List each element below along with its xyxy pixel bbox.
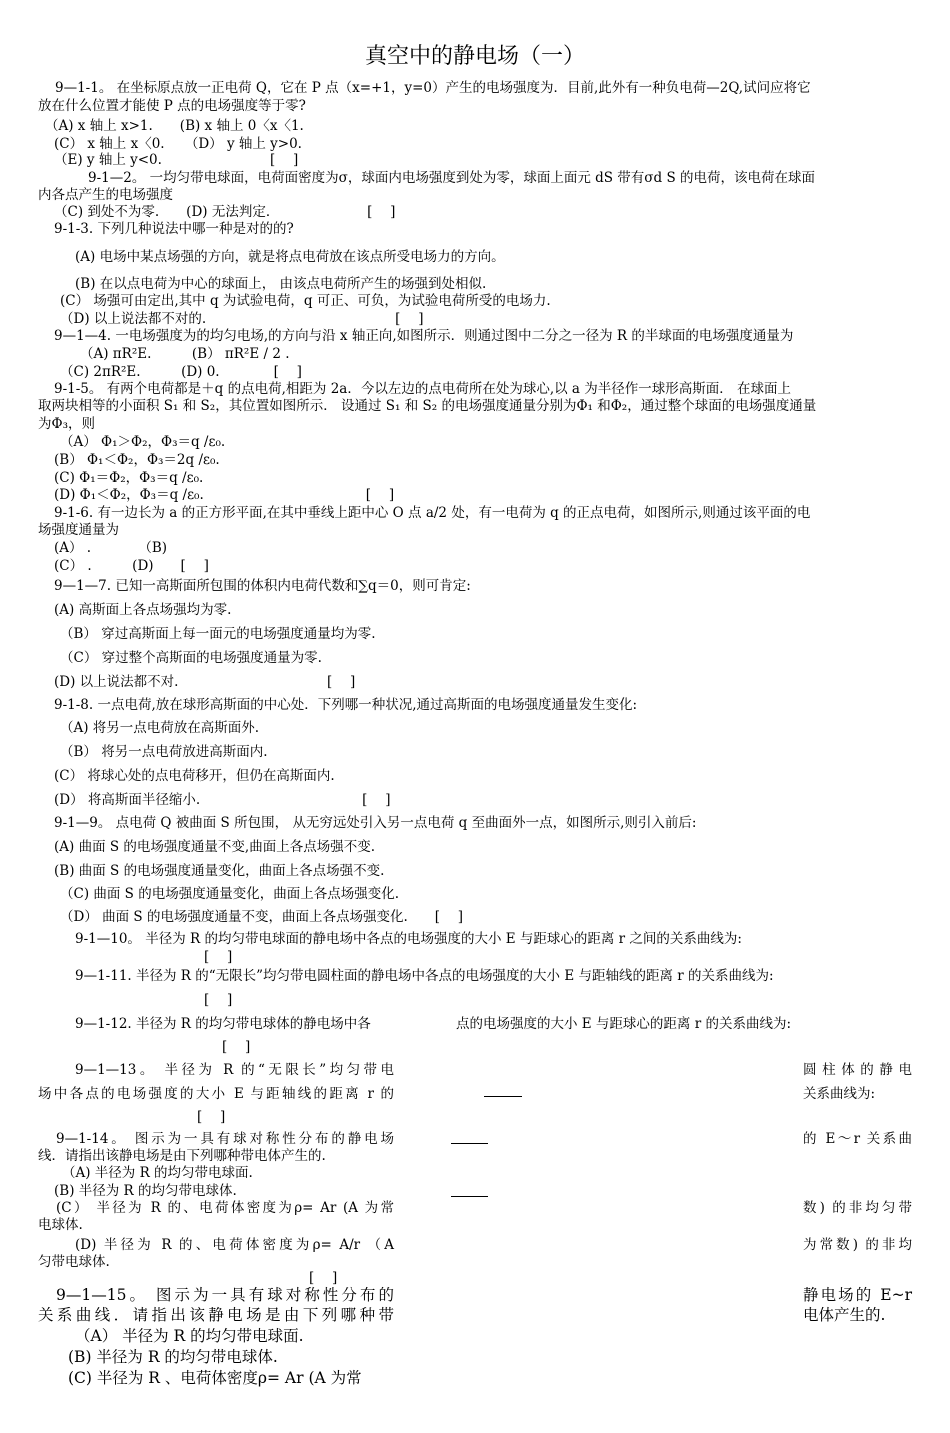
text-line: 的 E～r 关系曲 [803,1131,912,1147]
text-line: （C） 穿过整个高斯面的电场强度通量为零. [60,650,322,666]
text-line: (C） 场强可由定出,其中 q 为试验电荷，q 可正、可负，为试验电荷所受的电场力. [60,293,551,309]
text-line: (C） . (D) [ ] [54,558,209,574]
rule-line [451,1196,488,1197]
text-line: 点的电场强度的大小 E 与距球心的距离 r 的关系曲线为: [456,1016,792,1032]
text-line: 关系曲线．请指出该静电场是由下列哪种带 [38,1306,394,1324]
text-line: 电体产生的. [803,1306,886,1324]
text-line: (C） 将球心处的点电荷移开，但仍在高斯面内. [54,768,335,784]
text-line: （A) 将另一点电荷放在高斯面外. [60,720,260,736]
text-line: 9—1—7. 已知一高斯面所包围的体积内电荷代数和∑q＝0，则可肯定: [54,578,471,594]
text-line: 圆柱体的静电 [803,1062,912,1078]
text-line: （C) 到处不为零. (D) 无法判定． [ ] [54,204,396,220]
text-line: 匀带电球体. [38,1254,110,1270]
text-line: (B） Φ₁＜Φ₂，Φ₃＝2q /ε₀. [54,452,220,468]
text-line: 9-1—2。 一均匀带电球面，电荷面密度为σ，球面内电场强度到处为零，球面上面元 dS 带有σd S 的电荷，该电荷在球面 [88,170,815,186]
text-line: 9—1—13。 半径为 R 的“无限长”均匀带电 [75,1062,394,1078]
text-line: (A) 电场中某点场强的方向，就是将点电荷放在该点所受电场力的方向。 [75,249,505,265]
text-line: (D) Φ₁＜Φ₂，Φ₃＝q /ε₀. [ ] [54,487,395,503]
text-line: [ ] [197,1109,226,1125]
text-line: （A) πR²E. (B） πR²E / 2 . [80,346,290,362]
text-line: 为Φ₃，则 [38,416,95,432]
text-line: (C） x 轴上 x〈0. （D） y 轴上 y>0. [54,136,302,152]
text-line: （B） 将另一点电荷放进高斯面内. [60,744,268,760]
text-line: [ ] [204,992,233,1008]
text-line: 场强度通量为 [38,522,119,538]
text-line: （E) y 轴上 y<0. [ ] [54,152,299,168]
text-line: 9—1-11. 半径为 R 的“无限长”均匀带电圆柱面的静电场中各点的电场强度的大小 E 与距轴线的距离 r 的关系曲线为: [75,968,774,984]
text-line: （C) 2πR²E. (D) 0. [ ] [60,364,302,380]
text-line: (C) Φ₁＝Φ₂，Φ₃＝q /ε₀. [54,470,204,486]
text-line: (A) 高斯面上各点场强均为零. [54,602,232,618]
text-line: [ ] [309,1270,338,1286]
text-line: （D） 曲面 S 的电场强度通量不变，曲面上各点场强变化. [ ] [60,909,464,925]
text-line: （D) 以上说法都不对的. [ ] [60,311,424,327]
text-line: (B) 半径为 R 的均匀带电球体. [68,1348,278,1366]
text-line: (B) 曲面 S 的电场强度通量变化，曲面上各点场强不变. [54,863,385,879]
text-line: （A） Φ₁＞Φ₂，Φ₃＝q /ε₀. [60,434,226,450]
text-line: 9-1-5。 有两个电荷都是＋q 的点电荷,相距为 2a．今以左边的点电荷所在处为球心,以 a 为半径作一球形高斯面． 在球面上 [54,381,792,397]
text-line: （A） 半径为 R 的均匀带电球面. [75,1327,304,1345]
text-line: (A) 曲面 S 的电场强度通量不变,曲面上各点场强不变. [54,839,375,855]
text-line: [ ] [204,949,233,965]
text-line: 为常数) 的非均 [803,1237,912,1253]
text-line: (A） . （B) [54,540,168,556]
text-line: 9-1—10。 半径为 R 的均匀带电球面的静电场中各点的电场强度的大小 E 与距球心的距离 r 之间的关系曲线为: [75,931,742,947]
text-line: (C) 半径为 R 、电荷体密度ρ= Ar (A 为常 [68,1369,362,1387]
text-line: (D) 以上说法都不对. [ ] [54,674,356,690]
text-line: 内各点产生的电场强度 [38,187,173,203]
text-line: 9—1-14。 图示为一具有球对称性分布的静电场 [56,1131,394,1147]
text-line: [ ] [222,1039,251,1055]
text-line: 9—1-1。 在坐标原点放一正电荷 Q，它在 P 点（x=+1，y=0）产生的电场强度为．目前,此外有一种负电荷—2Q,试问应将它 [55,80,811,96]
text-line: （B） 穿过高斯面上每一面元的电场强度通量均为零. [60,626,376,642]
text-line: 9-1-3. 下列几种说法中哪一种是对的的? [54,221,294,237]
rule-line [484,1096,522,1097]
text-line: 9—1-12. 半径为 R 的均匀带电球体的静电场中各 [75,1016,371,1032]
text-line: 9-1-8. 一点电荷,放在球形高斯面的中心处．下列哪一种状况,通过高斯面的电场强度通量发生变化: [54,697,638,713]
text-line: 9-1—9。 点电荷 Q 被曲面 S 所包围， 从无穷远处引入另一点电荷 q 至曲面外一点，如图所示,则引入前后: [54,815,697,831]
text-line: 取两块相等的小面积 S₁ 和 S₂，其位置如图所示． 设通过 S₁ 和 S₂ 的电场强度通量分别为Φ₁ 和Φ₂，通过整个球面的电场强度通量 [38,398,817,414]
text-line: (B) 在以点电荷为中心的球面上， 由该点电荷所产生的场强到处相似. [75,276,487,292]
text-line: 电球体. [38,1217,83,1233]
text-line: 9-1-6. 有一边长为 a 的正方形平面,在其中垂线上距中心 O 点 a/2 处，有一电荷为 q 的正点电荷，如图所示,则通过该平面的电 [54,505,811,521]
text-line: 静电场的 E~r [803,1286,912,1304]
text-line: 关系曲线为: [803,1086,876,1102]
text-line: (D) 半径为 R 的、电荷体密度为ρ= A/r （A [75,1237,394,1253]
text-line: (B) 半径为 R 的均匀带电球体. [54,1183,237,1199]
text-line: 线．请指出该静电场是由下列哪种带电体产生的. [38,1148,326,1164]
text-line: (D） 将高斯面半径缩小. [ ] [54,792,391,808]
text-line: 数) 的非均匀带 [803,1200,912,1216]
page-title: 真空中的静电场（一） [364,44,585,69]
text-line: 场中各点的电场强度的大小 E 与距轴线的距离 r 的 [38,1086,394,1102]
text-line: 9—1—15。 图示为一具有球对称性分布的 [56,1286,394,1304]
text-line: （A) 半径为 R 的均匀带电球面. [62,1165,253,1181]
rule-line [451,1143,488,1144]
text-line: (C） 半径为 R 的、电荷体密度为ρ= Ar (A 为常 [56,1200,394,1216]
text-line: 9—1—4. 一电场强度为的均匀电场,的方向与沿 x 轴正向,如图所示．则通过图中二分之一径为 R 的半球面的电场强度通量为 [54,328,794,344]
text-line: （A) x 轴上 x>1. (B) x 轴上 0〈x〈1. [45,118,304,134]
text-line: （C) 曲面 S 的电场强度通量变化，曲面上各点场强变化. [60,886,400,902]
text-line: 放在什么位置才能使 P 点的电场强度等于零? [38,98,306,114]
